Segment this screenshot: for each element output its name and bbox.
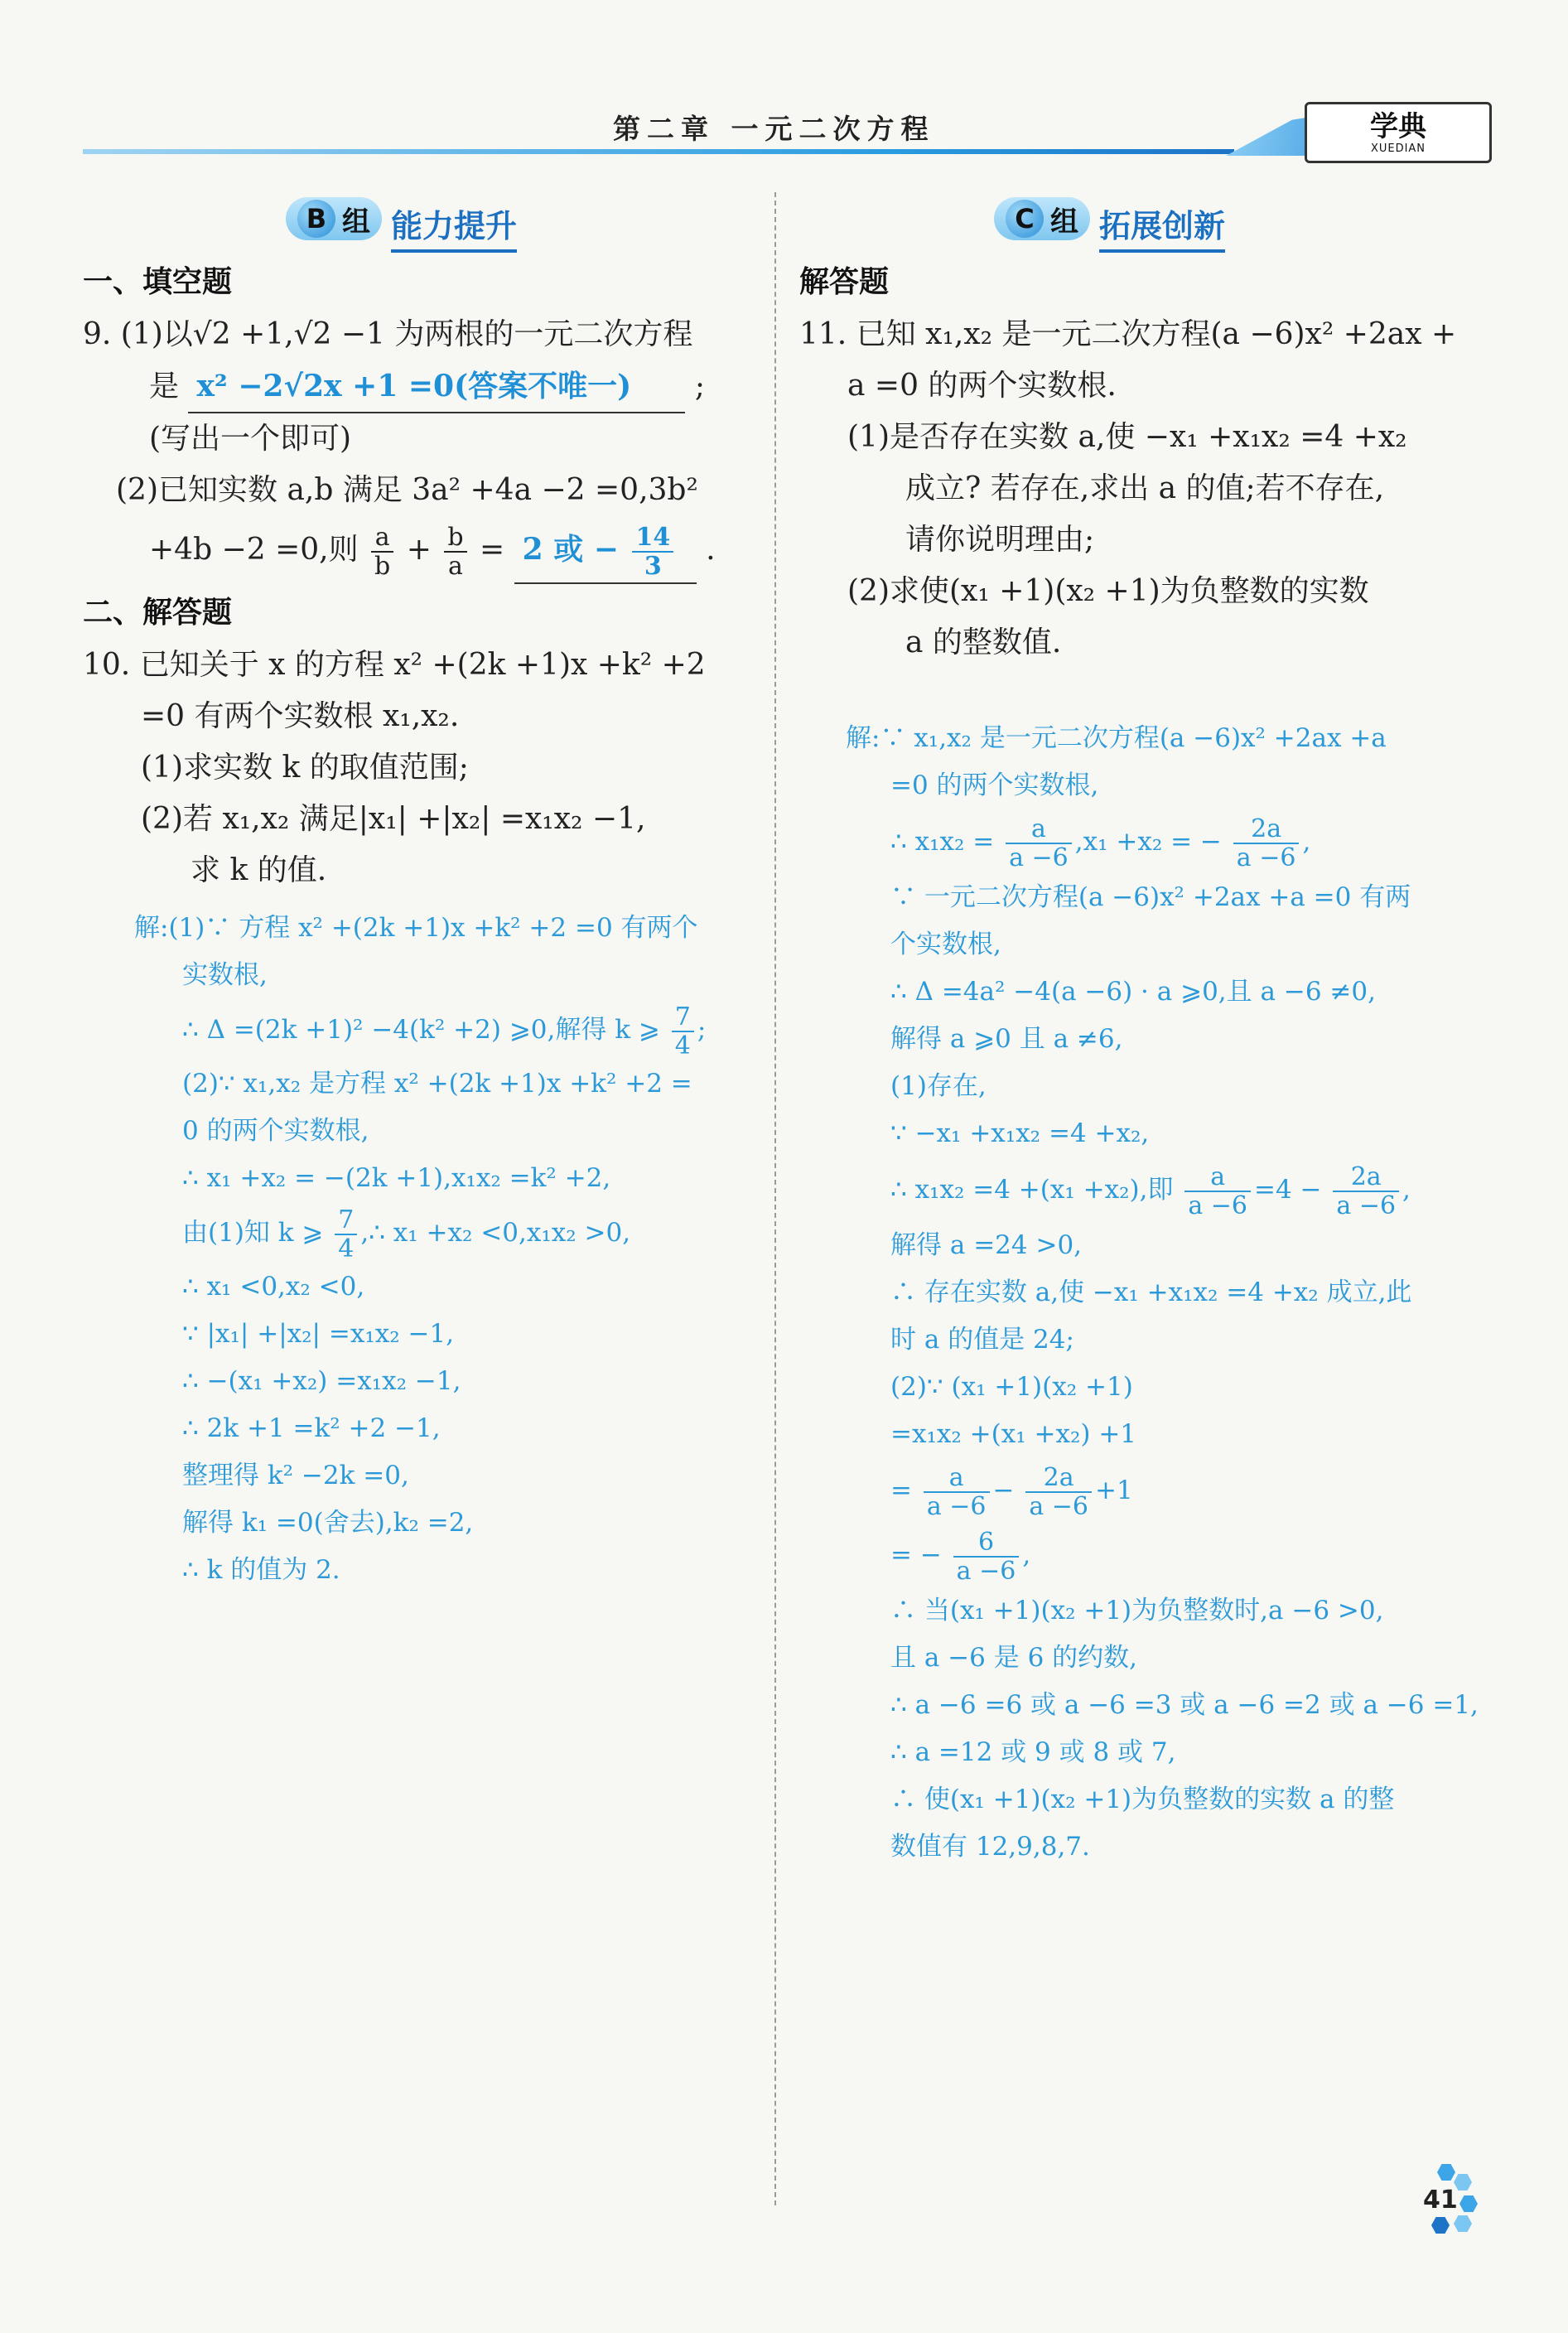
frac-num: a: [1006, 815, 1072, 844]
page-header: [83, 98, 1450, 156]
solution-line: ∴ 存在实数 a,使 −x₁ +x₁x₂ =4 +x₂ 成立,此: [890, 1278, 1412, 1307]
frac-2a-over-a-6: [1333, 1163, 1399, 1220]
q11-part2-line1: (2)求使(x₁ +1)(x₂ +1)为负整数的实数: [847, 574, 1369, 608]
group-b-pill: [286, 197, 382, 240]
frac-den: a −6: [926, 1491, 987, 1521]
group-title: 能力提升: [391, 200, 517, 253]
frac-num: 2a: [1025, 1464, 1092, 1493]
q9-part1-line: 9. (1)以√2 +1,√2 −1 为两根的一元二次方程: [83, 317, 693, 351]
solution-line: (1)存在,: [890, 1071, 987, 1101]
frac-a-over-a-6: [1184, 1163, 1251, 1220]
minus-sign: −: [992, 1476, 1015, 1505]
q9-part2-line: (2)已知实数 a,b 满足 3a² +4a −2 =0,3b²: [116, 473, 698, 507]
q9-answer: x² −2√2x +1 =0(答案不唯一): [188, 360, 685, 413]
solution-line: ∴ x₁ +x₂ = −(2k +1),x₁x₂ =k² +2,: [182, 1163, 611, 1193]
group-b-banner: [83, 191, 754, 249]
chapter-title: 第二章 一元二次方程: [613, 113, 935, 145]
solution-text: =: [890, 1476, 912, 1505]
frac-den: a: [448, 552, 463, 581]
comma: ,: [1302, 827, 1311, 857]
comma: ,: [1022, 1540, 1031, 1570]
solution-line: [799, 809, 1479, 874]
solution-line: 个实数根,: [890, 930, 1001, 959]
semicolon: ;: [697, 1015, 707, 1045]
solution-line: ∵ −x₁ +x₁x₂ =4 +x₂,: [890, 1118, 1150, 1148]
q10-solution: [83, 905, 754, 1594]
solution-text: ∴ Δ =(2k +1)² −4(k² +2) ⩾0,解得 k ⩾: [182, 1015, 660, 1045]
frac-14-over-3: [632, 524, 673, 580]
frac-num: 2a: [1233, 815, 1300, 844]
q11-part1-line1: (1)是否存在实数 a,使 −x₁ +x₁x₂ =4 +x₂: [847, 420, 1407, 454]
solution-line: ∴ −(x₁ +x₂) =x₁x₂ −1,: [182, 1366, 461, 1396]
comma: ,: [1402, 1175, 1411, 1205]
q11-part1-line2: 成立? 若存在,求出 a 的值;若不存在,: [905, 471, 1385, 505]
solution-line: 数值有 12,9,8,7.: [890, 1832, 1090, 1862]
solution-line: ∴ 2k +1 =k² +2 −1,: [182, 1413, 441, 1443]
q11-solution: [799, 715, 1479, 1871]
q9-answer-line: [83, 360, 754, 413]
solution-line: [83, 1202, 754, 1263]
solution-line: ∴ k 的值为 2.: [182, 1555, 340, 1585]
solution-text: +1: [1095, 1476, 1133, 1505]
q10-line2: =0 有两个实数根 x₁,x₂.: [141, 699, 460, 733]
hex-icon: [1437, 2164, 1455, 2181]
solution-line: 解得 a ⩾0 且 a ≠6,: [890, 1024, 1123, 1054]
solution-line: ∴ Δ =4a² −4(a −6) · a ⩾0,且 a −6 ≠0,: [890, 977, 1376, 1007]
q11-line2: a =0 的两个实数根.: [847, 369, 1117, 403]
solution-line: 整理得 k² −2k =0,: [182, 1461, 409, 1490]
solution-line: [799, 1523, 1479, 1587]
frac-2a-over-a-6: [1025, 1464, 1092, 1520]
hex-icon: [1431, 2217, 1450, 2234]
frac-num: 6: [953, 1529, 1020, 1558]
group-c-pill: [994, 197, 1090, 240]
solution-text: ,∴ x₁ +x₂ <0,x₁x₂ >0,: [360, 1218, 631, 1248]
frac-den: a −6: [956, 1556, 1016, 1586]
solution-line: ∴ a −6 =6 或 a −6 =3 或 a −6 =2 或 a −6 =1,: [890, 1690, 1479, 1720]
q11-line1: 11. 已知 x₁,x₂ 是一元二次方程(a −6)x² +2ax +: [799, 317, 1457, 351]
group-title: 拓展创新: [1099, 200, 1225, 253]
solution-line: [799, 1458, 1479, 1523]
section-heading-answer: 解答题: [799, 265, 890, 299]
solution-line: ∵ 一元二次方程(a −6)x² +2ax +a =0 有两: [890, 882, 1411, 912]
solution-line: ∴ x₁ <0,x₂ <0,: [182, 1272, 365, 1302]
group-word: 组: [342, 205, 370, 239]
q9-note: (写出一个即可): [149, 422, 352, 456]
q9-part2-eq: [83, 516, 754, 584]
frac-den: a −6: [1188, 1191, 1247, 1220]
q9-part2-prefix: +4b −2 =0,则: [149, 533, 359, 567]
q10-part2-line1: (2)若 x₁,x₂ 满足|x₁| +|x₂| =x₁x₂ −1,: [141, 802, 646, 836]
solution-line: ∴ 当(x₁ +1)(x₂ +1)为负整数时,a −6 >0,: [890, 1596, 1384, 1625]
column-divider: [774, 192, 776, 2205]
solution-line: ∴ 使(x₁ +1)(x₂ +1)为负整数的实数 a 的整: [890, 1785, 1395, 1814]
frac-den: a −6: [1236, 843, 1296, 872]
page-number: 41: [1423, 2186, 1458, 2215]
solution-line: 解:(1)∵ 方程 x² +(2k +1)x +k² +2 =0 有两个: [134, 913, 698, 943]
q10-part1: (1)求实数 k 的取值范围;: [141, 751, 469, 785]
frac-num: b: [444, 524, 466, 553]
frac-den: 4: [338, 1234, 355, 1263]
brand-sub: XUEDIAN: [1370, 142, 1426, 155]
frac-7-over-4: [335, 1206, 357, 1263]
q9-semicolon: ;: [694, 370, 706, 403]
section-heading-answer: 二、解答题: [83, 596, 233, 630]
group-word: 组: [1050, 205, 1078, 239]
q11-part1-line3: 请你说明理由;: [905, 523, 1095, 557]
solution-text: ,x₁ +x₂ = −: [1074, 827, 1222, 857]
frac-b-over-a: [444, 524, 466, 580]
solution-line: 解:∵ x₁,x₂ 是一元二次方程(a −6)x² +2ax +a: [846, 723, 1387, 753]
brand-name: 学典: [1370, 109, 1426, 143]
frac-den: a −6: [1009, 843, 1069, 872]
solution-text: =4 −: [1254, 1175, 1322, 1205]
frac-num: 2a: [1333, 1163, 1399, 1192]
frac-a-over-a-6: [924, 1464, 990, 1520]
right-column: [799, 191, 1479, 1871]
frac-den: a −6: [1029, 1491, 1088, 1521]
header-rule: [83, 149, 1234, 154]
q11-part2-line2: a 的整数值.: [905, 626, 1062, 659]
frac-num: 7: [672, 1003, 694, 1032]
frac-a-over-a-6: [1006, 815, 1072, 872]
q9-prefix: 是: [149, 370, 180, 403]
section-heading-fill: 一、填空题: [83, 265, 233, 299]
solution-line: [83, 999, 754, 1060]
group-c-banner: [799, 191, 1479, 249]
q9-period: .: [706, 533, 716, 567]
frac-num: a: [371, 524, 393, 553]
plus-sign: +: [406, 533, 432, 567]
solution-line: 解得 a =24 >0,: [890, 1230, 1083, 1260]
solution-line: 时 a 的值是 24;: [890, 1325, 1074, 1355]
solution-line: [799, 1157, 1479, 1222]
frac-den: a −6: [1336, 1191, 1397, 1220]
group-letter: C: [1006, 200, 1044, 238]
q9-part2-answer: [514, 516, 697, 584]
left-column: [83, 191, 754, 1594]
solution-line: ∴ a =12 或 9 或 8 或 7,: [890, 1737, 1176, 1767]
frac-7-over-4: [672, 1003, 694, 1060]
answer-prefix: 2 或 −: [522, 532, 619, 567]
frac-6-over-a-6: [953, 1529, 1020, 1585]
solution-line: 且 a −6 是 6 的约数,: [890, 1643, 1138, 1673]
brand-logo: [1305, 102, 1492, 163]
equals-sign: =: [480, 533, 505, 567]
solution-line: (2)∵ x₁,x₂ 是方程 x² +(2k +1)x +k² +2 =: [182, 1069, 692, 1099]
q10-part2-line2: 求 k 的值.: [191, 853, 327, 887]
group-letter: B: [297, 200, 335, 238]
frac-num: a: [924, 1464, 990, 1493]
solution-text: = −: [890, 1540, 942, 1570]
solution-line: 解得 k₁ =0(舍去),k₂ =2,: [182, 1508, 474, 1538]
hex-icon: [1454, 2215, 1472, 2232]
frac-num: 7: [335, 1206, 357, 1235]
solution-line: =x₁x₂ +(x₁ +x₂) +1: [890, 1419, 1137, 1449]
frac-den: 3: [644, 552, 662, 581]
solution-text: ∴ x₁x₂ =4 +(x₁ +x₂),即: [890, 1175, 1174, 1205]
frac-num: 14: [632, 524, 673, 553]
frac-2a-over-a-6: [1233, 815, 1300, 872]
solution-line: (2)∵ (x₁ +1)(x₂ +1): [890, 1372, 1133, 1402]
solution-text: 由(1)知 k ⩾: [182, 1218, 324, 1248]
solution-text: ∴ x₁x₂ =: [890, 827, 995, 857]
frac-den: b: [374, 552, 391, 581]
frac-a-over-b: [371, 524, 393, 580]
solution-line: 0 的两个实数根,: [182, 1116, 369, 1146]
solution-line: 实数根,: [182, 960, 268, 990]
solution-line: =0 的两个实数根,: [890, 770, 1099, 800]
solution-line: ∵ |x₁| +|x₂| =x₁x₂ −1,: [182, 1319, 455, 1349]
frac-num: a: [1184, 1163, 1251, 1192]
hex-icon: [1459, 2195, 1478, 2212]
frac-den: 4: [674, 1031, 691, 1060]
q10-line1: 10. 已知关于 x 的方程 x² +(2k +1)x +k² +2: [83, 648, 706, 682]
